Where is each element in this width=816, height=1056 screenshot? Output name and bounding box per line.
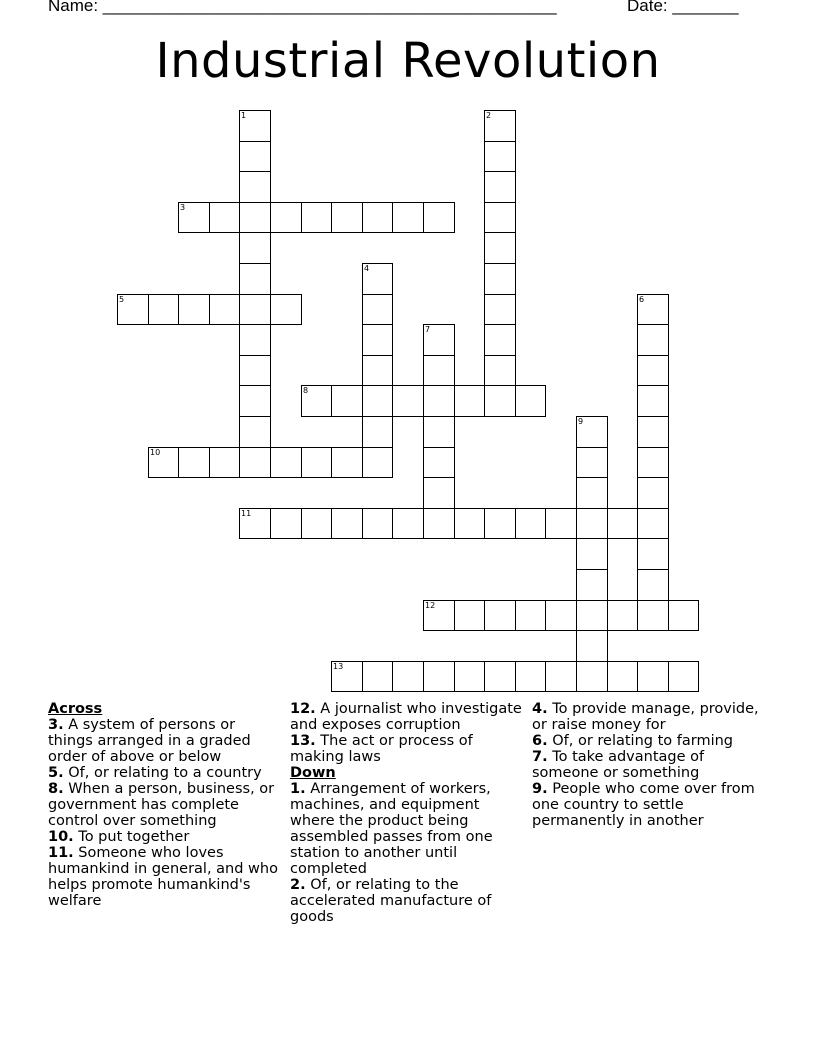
grid-cell[interactable]	[209, 202, 240, 233]
grid-cell[interactable]	[454, 600, 485, 631]
clue-text: To put together	[73, 829, 190, 845]
grid-cell[interactable]	[576, 630, 608, 662]
grid-cell[interactable]	[270, 447, 302, 478]
grid-cell[interactable]	[423, 355, 455, 386]
clue-section-heading: Down	[290, 765, 336, 781]
grid-cell[interactable]	[515, 661, 546, 692]
clue-number: 11.	[48, 845, 74, 861]
grid-cell[interactable]	[239, 294, 271, 325]
grid-cell[interactable]	[637, 508, 669, 539]
grid-cell[interactable]	[362, 324, 393, 356]
grid-cell[interactable]	[423, 508, 455, 539]
grid-cell[interactable]	[484, 294, 516, 325]
clue-number-label: 11	[241, 509, 252, 518]
grid-cell[interactable]	[454, 385, 485, 417]
grid-cell[interactable]	[331, 661, 363, 692]
puzzle-title: Industrial Revolution	[155, 33, 661, 89]
clue-number-label: 2	[486, 111, 492, 120]
grid-cell[interactable]	[515, 600, 546, 631]
grid-cell[interactable]	[576, 508, 608, 539]
grid-cell[interactable]	[239, 324, 271, 356]
clue-text: Someone who loves humankind in general, and who helps promote humankind's welfare	[48, 845, 278, 909]
grid-cell[interactable]	[576, 416, 608, 448]
clue-item	[290, 733, 525, 765]
grid-cell[interactable]	[607, 508, 638, 539]
grid-cell[interactable]	[392, 508, 424, 539]
grid-cell[interactable]	[423, 385, 455, 417]
grid-cell[interactable]	[637, 355, 669, 386]
grid-cell[interactable]	[362, 447, 393, 478]
grid-cell[interactable]	[239, 202, 271, 233]
clue-text: To take advantage of someone or something	[532, 749, 705, 781]
clue-number: 10.	[48, 829, 74, 845]
clue-number-label: 8	[303, 386, 309, 395]
grid-cell[interactable]	[545, 508, 577, 539]
clue-column-2	[290, 701, 525, 925]
grid-cell[interactable]	[148, 447, 179, 478]
clue-number-label: 6	[639, 295, 645, 304]
clue-number-label: 1	[241, 111, 247, 120]
clue-number: 13.	[290, 733, 316, 749]
clue-item	[532, 733, 762, 749]
grid-cell[interactable]	[148, 294, 179, 325]
grid-cell[interactable]	[576, 661, 608, 692]
clue-text: People who come over from one country to settle permanently in another	[532, 781, 755, 829]
clue-number: 9.	[532, 781, 548, 797]
grid-cell[interactable]	[178, 202, 210, 233]
grid-cell[interactable]	[484, 202, 516, 233]
grid-cell[interactable]	[576, 600, 608, 631]
grid-cell[interactable]	[331, 202, 363, 233]
grid-cell[interactable]	[637, 324, 669, 356]
clue-text: Of, or relating to a country	[63, 765, 262, 781]
grid-cell[interactable]	[270, 294, 302, 325]
grid-cell[interactable]	[576, 477, 608, 509]
grid-cell[interactable]	[484, 263, 516, 295]
clue-number: 3.	[48, 717, 64, 733]
clue-number-label: 12	[425, 601, 436, 610]
grid-cell[interactable]	[484, 171, 516, 203]
grid-cell[interactable]	[637, 385, 669, 417]
grid-cell[interactable]	[239, 171, 271, 203]
grid-cell[interactable]	[607, 661, 638, 692]
grid-cell[interactable]	[423, 600, 455, 631]
grid-cell[interactable]	[637, 294, 669, 325]
grid-cell[interactable]	[545, 661, 577, 692]
grid-cell[interactable]	[331, 447, 363, 478]
grid-cell[interactable]	[239, 385, 271, 417]
grid-cell[interactable]	[637, 600, 669, 631]
grid-cell[interactable]	[362, 661, 393, 692]
grid-cell[interactable]	[392, 385, 424, 417]
grid-cell[interactable]	[637, 661, 669, 692]
grid-cell[interactable]	[239, 110, 271, 142]
grid-cell[interactable]	[423, 324, 455, 356]
grid-cell[interactable]	[484, 600, 516, 631]
grid-cell[interactable]	[301, 202, 332, 233]
clue-item	[532, 781, 762, 829]
grid-cell[interactable]	[239, 447, 271, 478]
grid-cell[interactable]	[239, 141, 271, 172]
grid-cell[interactable]	[607, 600, 638, 631]
grid-cell[interactable]	[484, 661, 516, 692]
clue-number: 2.	[290, 877, 306, 893]
grid-cell[interactable]	[637, 416, 669, 448]
grid-cell[interactable]	[239, 355, 271, 386]
clue-number-label: 7	[425, 325, 431, 334]
grid-cell[interactable]	[331, 385, 363, 417]
grid-cell[interactable]	[270, 508, 302, 539]
grid-cell[interactable]	[423, 661, 455, 692]
grid-cell[interactable]	[362, 263, 393, 295]
grid-cell[interactable]	[484, 355, 516, 386]
grid-cell[interactable]	[117, 294, 149, 325]
grid-cell[interactable]	[301, 447, 332, 478]
clue-text: Of, or relating to farming	[547, 733, 734, 749]
grid-cell[interactable]	[668, 600, 699, 631]
clue-number-label: 4	[364, 264, 370, 273]
clue-item	[48, 765, 283, 781]
date-line: Date: _______	[627, 0, 739, 15]
clue-item	[532, 749, 762, 781]
grid-cell[interactable]	[392, 661, 424, 692]
grid-cell[interactable]	[637, 447, 669, 478]
clue-text: To provide manage, provide, or raise money for	[532, 701, 759, 733]
clue-item	[48, 717, 283, 765]
grid-cell[interactable]	[484, 141, 516, 172]
grid-cell[interactable]	[668, 661, 699, 692]
clue-column-3	[532, 701, 762, 829]
clue-text: A journalist who investigate and exposes corruption	[290, 701, 522, 733]
clue-item	[48, 829, 283, 845]
grid-cell[interactable]	[454, 661, 485, 692]
grid-cell[interactable]	[515, 508, 546, 539]
grid-cell[interactable]	[209, 294, 240, 325]
clue-number-label: 3	[180, 203, 186, 212]
grid-cell[interactable]	[576, 569, 608, 601]
clue-item	[48, 845, 283, 909]
clue-text: The act or process of making laws	[290, 733, 473, 765]
clue-number-label: 13	[333, 662, 344, 671]
grid-cell[interactable]	[484, 232, 516, 264]
name-line: Name: ________________________________________________	[48, 0, 557, 15]
clue-item	[290, 701, 525, 733]
clue-item	[532, 701, 762, 733]
grid-cell[interactable]	[576, 538, 608, 570]
grid-cell[interactable]	[270, 202, 302, 233]
grid-cell[interactable]	[362, 355, 393, 386]
grid-cell[interactable]	[239, 263, 271, 295]
grid-cell[interactable]	[362, 294, 393, 325]
clue-number: 6.	[532, 733, 548, 749]
grid-cell[interactable]	[239, 232, 271, 264]
grid-cell[interactable]	[423, 477, 455, 509]
clue-number: 7.	[532, 749, 548, 765]
grid-cell[interactable]	[637, 538, 669, 570]
grid-cell[interactable]	[178, 447, 210, 478]
grid-cell[interactable]	[362, 508, 393, 539]
grid-cell[interactable]	[454, 508, 485, 539]
clue-number: 4.	[532, 701, 548, 717]
clue-number: 8.	[48, 781, 64, 797]
grid-cell[interactable]	[392, 202, 424, 233]
grid-cell[interactable]	[576, 447, 608, 478]
clue-number-label: 5	[119, 295, 125, 304]
grid-cell[interactable]	[637, 569, 669, 601]
clue-number: 1.	[290, 781, 306, 797]
grid-cell[interactable]	[301, 385, 332, 417]
grid-cell[interactable]	[331, 508, 363, 539]
grid-cell[interactable]	[423, 447, 455, 478]
grid-cell[interactable]	[484, 324, 516, 356]
grid-cell[interactable]	[178, 294, 210, 325]
clue-item	[290, 877, 525, 925]
clue-text: Arrangement of workers, machines, and equipment where the product being assembled passes from one station to another until completed	[290, 781, 493, 877]
grid-cell[interactable]	[484, 110, 516, 142]
grid-cell[interactable]	[239, 508, 271, 539]
clue-number: 5.	[48, 765, 64, 781]
clue-column-1	[48, 701, 283, 909]
grid-cell[interactable]	[362, 202, 393, 233]
clue-number: 12.	[290, 701, 316, 717]
grid-cell[interactable]	[362, 385, 393, 417]
grid-cell[interactable]	[423, 202, 455, 233]
clue-section-heading: Across	[48, 701, 103, 717]
grid-cell[interactable]	[209, 447, 240, 478]
grid-cell[interactable]	[239, 416, 271, 448]
clue-item	[290, 781, 525, 877]
grid-cell[interactable]	[484, 508, 516, 539]
grid-cell[interactable]	[484, 385, 516, 417]
grid-cell[interactable]	[515, 385, 546, 417]
grid-cell[interactable]	[545, 600, 577, 631]
clue-text: A system of persons or things arranged in a graded order of above or below	[48, 717, 251, 765]
clue-number-label: 10	[150, 448, 161, 457]
grid-cell[interactable]	[301, 508, 332, 539]
clue-text: When a person, business, or government has complete control over something	[48, 781, 275, 829]
clue-item	[48, 781, 283, 829]
grid-cell[interactable]	[362, 416, 393, 448]
grid-cell[interactable]	[423, 416, 455, 448]
clue-text: Of, or relating to the accelerated manufacture of goods	[290, 877, 492, 925]
grid-cell[interactable]	[637, 477, 669, 509]
clue-number-label: 9	[578, 417, 584, 426]
